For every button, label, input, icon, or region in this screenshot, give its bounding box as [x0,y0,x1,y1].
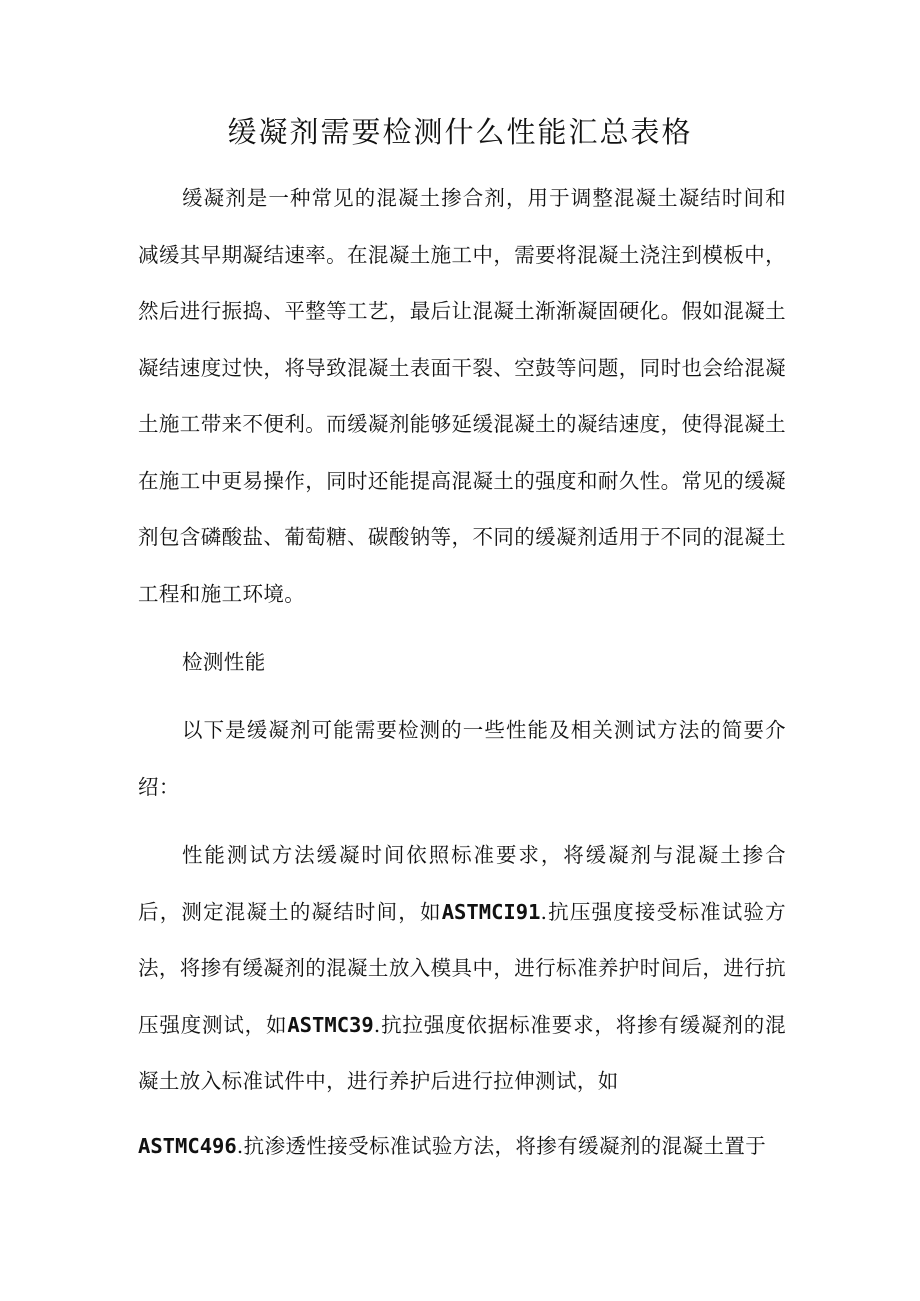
standard-code-c191: ASTMCI91 [441,899,541,924]
methods-text-part3: .抗拉强度依据标准要求，将掺有缓凝剂的混凝土放入标准试件中，进行养护后进行拉伸测试，如 [138,1012,786,1093]
intro-paragraph: 缓凝剂是一种常见的混凝土掺合剂，用于调整混凝土凝结时间和减缓其早期凝结速率。在混凝土施工中，需要将混凝土浇注到模板中，然后进行振捣、平整等工艺，最后让混凝土渐渐凝固硬化。假如混凝土凝结速度过快，将导致混凝土表面干裂、空鼓等问题，同时也会给混凝土施工带来不便利。而缓凝剂能够延缓混凝土的凝结速度，使得混凝土在施工中更易操作，同时还能提高混凝土的强度和耐久性。常见的缓凝剂包含磷酸盐、葡萄糖、碳酸钠等，不同的缓凝剂适用于不同的混凝土工程和施工环境。 [138,186,786,606]
methods-text-part1: 性能测试方法缓凝时间依照标准要求，将缓凝剂与混凝土掺合后，测定混凝土的凝结时间，如 [138,843,786,924]
test-methods-paragraph [138,827,786,1110]
section-heading: 检测性能 [182,650,266,674]
methods-text-part2: .抗压强度接受标准试验方法，将掺有缓凝剂的混凝土放入模具中，进行标准养护时间后，进行抗压强度测试，如 [138,899,786,1037]
document-title: 缓凝剂需要检测什么性能汇总表格 [227,115,693,149]
standard-code-c39: ASTMC39 [287,1012,374,1037]
section-intro-paragraph: 以下是缓凝剂可能需要检测的一些性能及相关测试方法的简要介绍： [138,718,786,799]
standard-code-c496: ASTMC496 [138,1134,237,1158]
test-methods-continued [138,1118,786,1175]
methods-text-part4: .抗渗透性接受标准试验方法，将掺有缓凝剂的混凝土置于 [236,1134,767,1158]
